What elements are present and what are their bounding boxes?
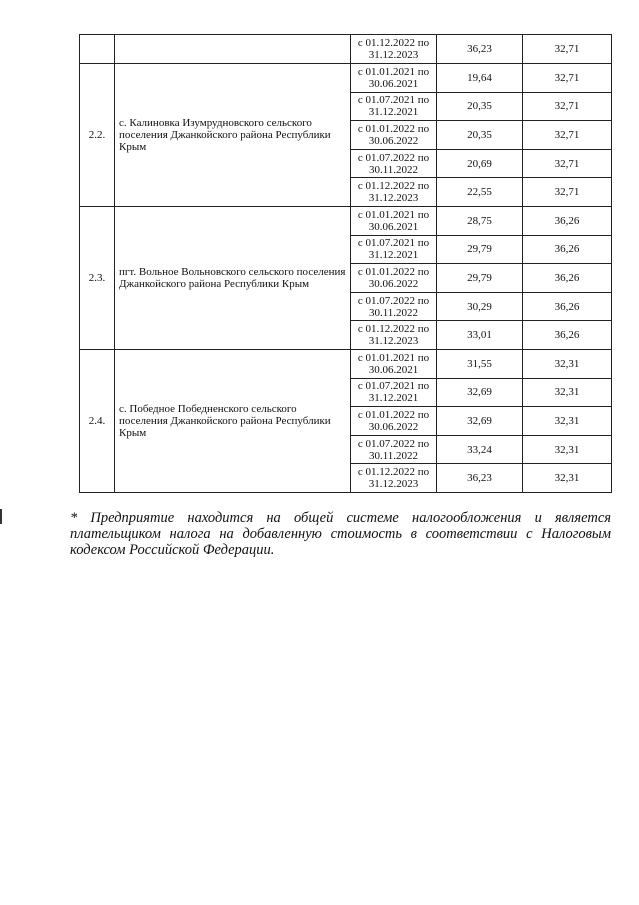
table-row bbox=[80, 35, 612, 64]
tariff-value-cell: 32,31 bbox=[523, 407, 612, 436]
period-cell: с 01.01.2021 по 30.06.2021 bbox=[351, 64, 437, 93]
locality-cell: с. Победное Победненского сельского поселения Джанкойского района Республики Крым bbox=[115, 349, 351, 492]
period-cell: с 01.01.2022 по 30.06.2022 bbox=[351, 264, 437, 293]
tariff-value-cell: 36,26 bbox=[523, 292, 612, 321]
tariff-value-cell: 22,55 bbox=[437, 178, 523, 207]
tariff-value-cell: 32,71 bbox=[523, 121, 612, 150]
tariff-value-cell: 32,31 bbox=[523, 464, 612, 493]
row-number-cell bbox=[80, 35, 115, 64]
tariff-table-body bbox=[80, 35, 612, 493]
row-number-cell: 2.2. bbox=[80, 64, 115, 207]
tariff-value-cell: 32,31 bbox=[523, 349, 612, 378]
tariff-value-cell: 32,31 bbox=[523, 435, 612, 464]
tariff-value-cell: 30,29 bbox=[437, 292, 523, 321]
period-cell: с 01.01.2022 по 30.06.2022 bbox=[351, 121, 437, 150]
margin-mark bbox=[0, 509, 2, 524]
tariff-value-cell: 36,23 bbox=[437, 464, 523, 493]
tariff-value-cell: 36,26 bbox=[523, 235, 612, 264]
tariff-table bbox=[79, 34, 612, 493]
tariff-value-cell: 32,71 bbox=[523, 64, 612, 93]
locality-cell: пгт. Вольное Вольновского сельского поселения Джанкойского района Республики Крым bbox=[115, 206, 351, 349]
tariff-value-cell: 36,26 bbox=[523, 321, 612, 350]
tariff-value-cell: 36,26 bbox=[523, 206, 612, 235]
table-row bbox=[80, 349, 612, 378]
tariff-value-cell: 33,01 bbox=[437, 321, 523, 350]
period-cell: с 01.07.2021 по 31.12.2021 bbox=[351, 92, 437, 121]
tariff-value-cell: 20,35 bbox=[437, 121, 523, 150]
tariff-value-cell: 29,79 bbox=[437, 264, 523, 293]
locality-cell bbox=[115, 35, 351, 64]
table-row bbox=[80, 64, 612, 93]
tariff-value-cell: 32,71 bbox=[523, 35, 612, 64]
tariff-value-cell: 32,71 bbox=[523, 178, 612, 207]
period-cell: с 01.07.2022 по 30.11.2022 bbox=[351, 435, 437, 464]
tariff-value-cell: 28,75 bbox=[437, 206, 523, 235]
tariff-value-cell: 33,24 bbox=[437, 435, 523, 464]
tariff-value-cell: 32,69 bbox=[437, 378, 523, 407]
period-cell: с 01.01.2021 по 30.06.2021 bbox=[351, 349, 437, 378]
row-number-cell: 2.4. bbox=[80, 349, 115, 492]
period-cell: с 01.01.2021 по 30.06.2021 bbox=[351, 206, 437, 235]
period-cell: с 01.07.2021 по 31.12.2021 bbox=[351, 378, 437, 407]
tariff-value-cell: 36,23 bbox=[437, 35, 523, 64]
period-cell: с 01.12.2022 по 31.12.2023 bbox=[351, 35, 437, 64]
tariff-value-cell: 32,71 bbox=[523, 149, 612, 178]
period-cell: с 01.07.2022 по 30.11.2022 bbox=[351, 292, 437, 321]
period-cell: с 01.07.2022 по 30.11.2022 bbox=[351, 149, 437, 178]
tariff-value-cell: 29,79 bbox=[437, 235, 523, 264]
tariff-value-cell: 31,55 bbox=[437, 349, 523, 378]
period-cell: с 01.12.2022 по 31.12.2023 bbox=[351, 321, 437, 350]
table-row bbox=[80, 206, 612, 235]
footnote: * Предприятие находится на общей системе налогообложения и является плательщиком налога на добавленную стоимость в соответствии с Налоговым кодексом Российской Федерации. bbox=[70, 510, 611, 558]
tariff-value-cell: 20,69 bbox=[437, 149, 523, 178]
period-cell: с 01.01.2022 по 30.06.2022 bbox=[351, 407, 437, 436]
locality-cell: с. Калиновка Изумрудновского сельского поселения Джанкойского района Республики Крым bbox=[115, 64, 351, 207]
tariff-value-cell: 32,71 bbox=[523, 92, 612, 121]
tariff-value-cell: 32,69 bbox=[437, 407, 523, 436]
tariff-value-cell: 32,31 bbox=[523, 378, 612, 407]
tariff-value-cell: 36,26 bbox=[523, 264, 612, 293]
period-cell: с 01.07.2021 по 31.12.2021 bbox=[351, 235, 437, 264]
tariff-value-cell: 20,35 bbox=[437, 92, 523, 121]
period-cell: с 01.12.2022 по 31.12.2023 bbox=[351, 464, 437, 493]
row-number-cell: 2.3. bbox=[80, 206, 115, 349]
period-cell: с 01.12.2022 по 31.12.2023 bbox=[351, 178, 437, 207]
tariff-value-cell: 19,64 bbox=[437, 64, 523, 93]
